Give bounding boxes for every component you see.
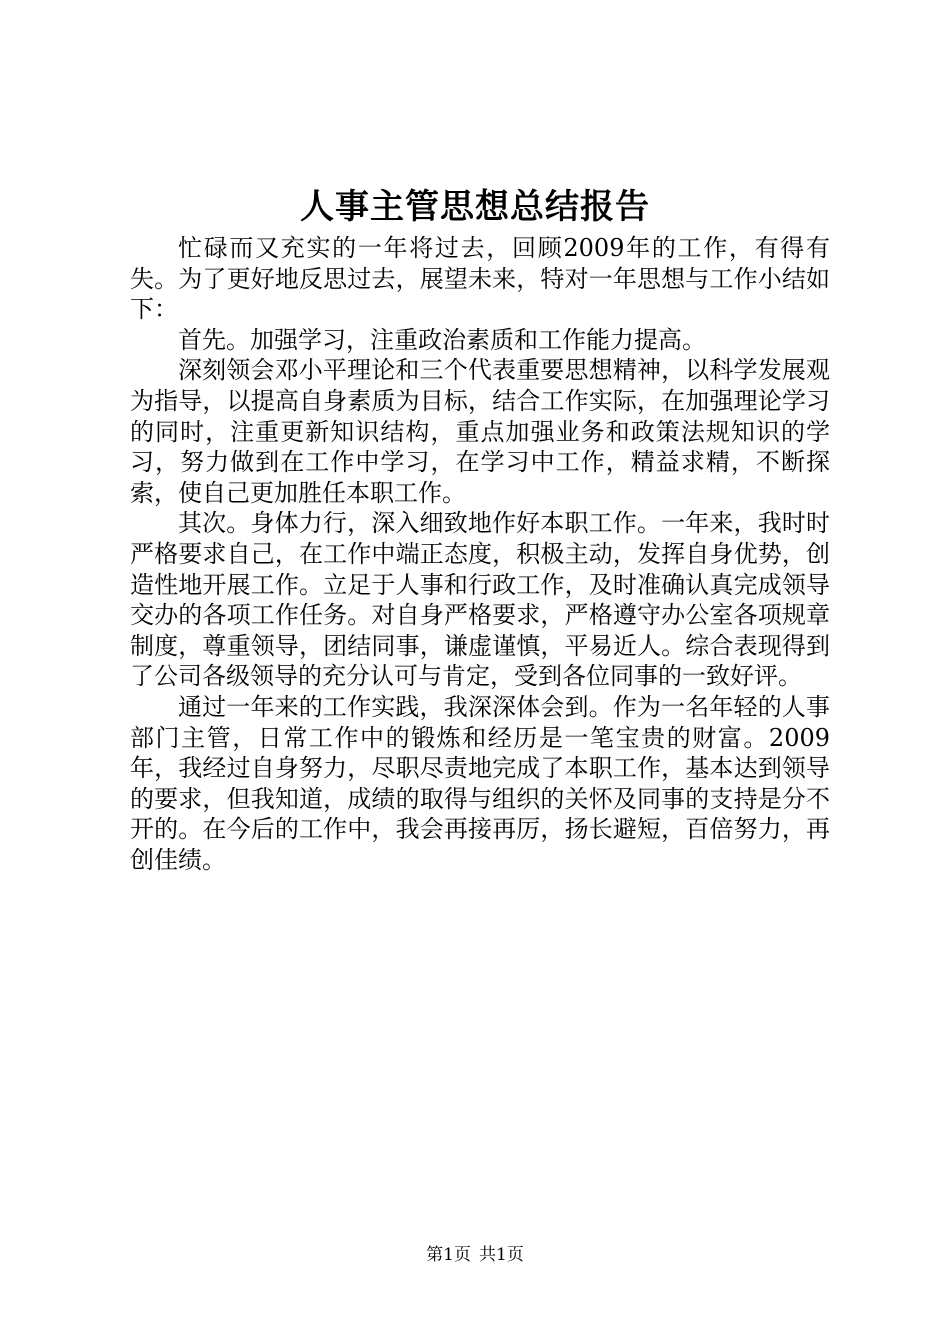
document-body (130, 233, 830, 875)
paragraph-conclusion: 通过一年来的工作实践，我深深体会到。作为一名年轻的人事部门主管，日常工作中的锻炼和经历是一笔宝贵的财富。2009年，我经过自身努力，尽职尽责地完成了本职工作，基本达到领导的要求，但我知道，成绩的取得与组织的关怀及同事的支持是分不开的。在今后的工作中，我会再接再厉，扬长避短，百倍努力，再创佳绩。 (130, 692, 830, 874)
paragraph-first-heading: 首先。加强学习，注重政治素质和工作能力提高。 (178, 325, 706, 354)
paragraph-intro: 忙碌而又充实的一年将过去，回顾2009年的工作，有得有失。为了更好地反思过去，展望未来，特对一年思想与工作小结如下： (130, 234, 830, 324)
page-footer (0, 1243, 950, 1267)
paragraph-work: 其次。身体力行，深入细致地作好本职工作。一年来，我时时严格要求自己，在工作中端正态度，积极主动，发挥自身优势，创造性地开展工作。立足于人事和行政工作，及时准确认真完成领导交办的各项工作任务。对自身严格要求，严格遵守办公室各项规章制度，尊重领导，团结同事，谦虚谨慎，平易近人。综合表现得到了公司各级领导的充分认可与肯定，受到各位同事的一致好评。 (130, 509, 830, 691)
paragraph-study: 深刻领会邓小平理论和三个代表重要思想精神，以科学发展观为指导，以提高自身素质为目标，结合工作实际，在加强理论学习的同时，注重更新知识结构，重点加强业务和政策法规知识的学习，努力做到在工作中学习，在学习中工作，精益求精，不断探索，使自己更加胜任本职工作。 (130, 356, 830, 507)
document-title: 人事主管思想总结报告 (300, 187, 650, 227)
page-total: 共1页 (479, 1245, 524, 1265)
page-number: 第1页 (426, 1245, 471, 1265)
